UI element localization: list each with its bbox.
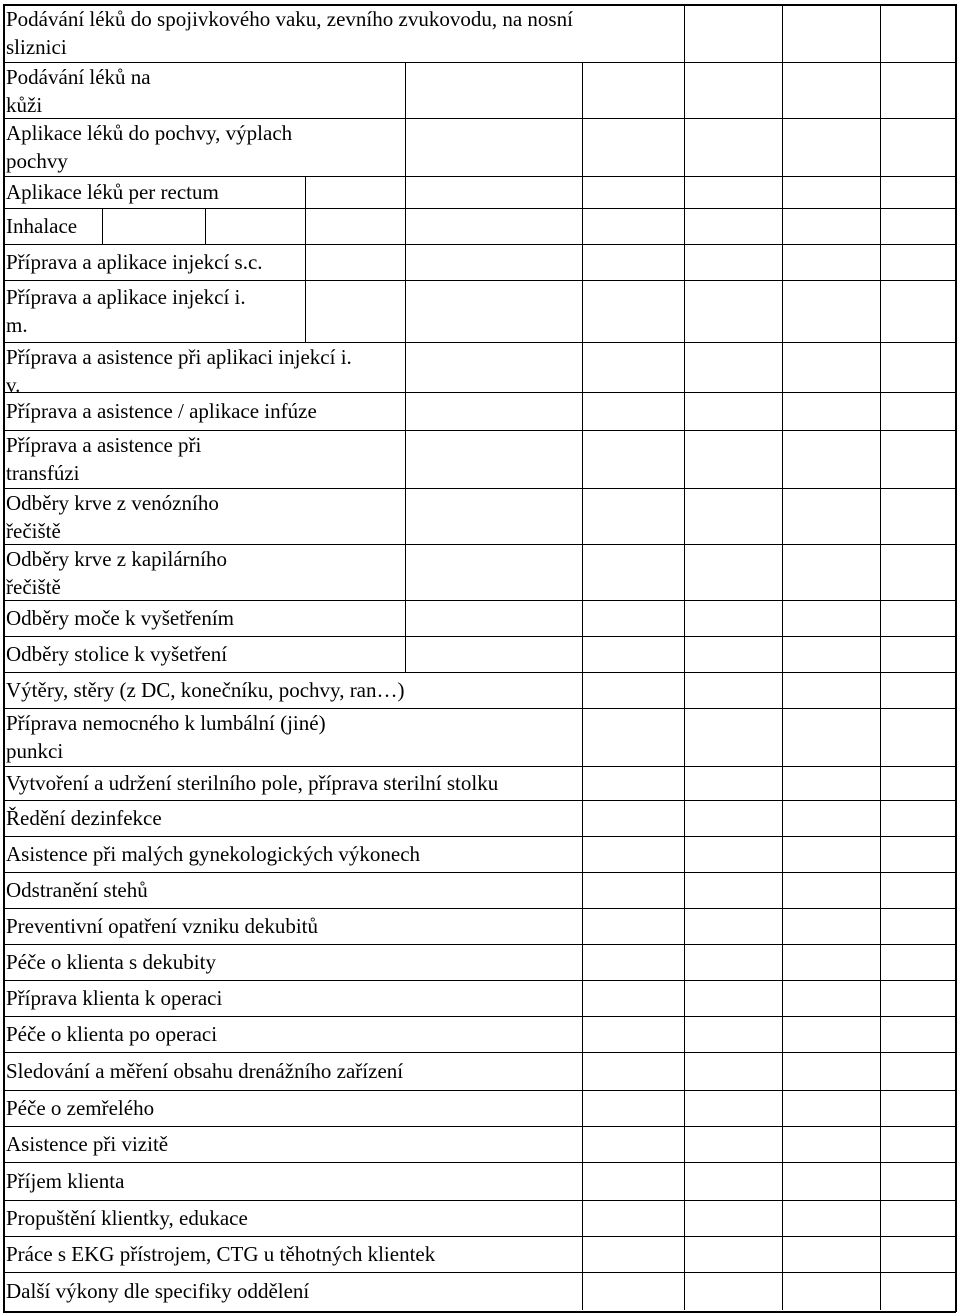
column-divider [782, 392, 783, 430]
column-divider [684, 1236, 685, 1272]
column-divider [684, 672, 685, 708]
row-separator [3, 1090, 956, 1091]
row-label: Podávání léků na kůži [6, 65, 151, 117]
row-label: Odběry krve z kapilárního řečiště [6, 547, 228, 599]
column-divider [880, 176, 881, 208]
column-divider [684, 488, 685, 544]
row-separator [3, 944, 956, 945]
column-divider [782, 672, 783, 708]
column-divider [782, 636, 783, 672]
column-divider [582, 708, 583, 766]
column-divider [880, 544, 881, 600]
column-divider [684, 800, 685, 836]
column-divider [782, 944, 783, 980]
row-label: Další výkony dle specifiky oddělení [6, 1279, 310, 1303]
column-divider [684, 836, 685, 872]
column-divider [582, 800, 583, 836]
column-divider [782, 800, 783, 836]
column-divider [880, 672, 881, 708]
column-divider [102, 208, 103, 244]
row-separator [3, 244, 956, 245]
column-divider [880, 980, 881, 1016]
column-divider [782, 4, 783, 62]
row-label: Odběry moče k vyšetřením [6, 606, 235, 630]
row-label: Asistence při vizitě [6, 1132, 169, 1156]
row-separator [3, 800, 956, 801]
row-separator [3, 1200, 956, 1201]
column-divider [582, 766, 583, 800]
column-divider [880, 118, 881, 176]
table-border-left [3, 4, 5, 1312]
row-label: Vytvoření a udržení sterilního pole, příprava sterilní stolku [6, 771, 499, 795]
column-divider [684, 1272, 685, 1310]
column-divider [582, 430, 583, 488]
column-divider [880, 488, 881, 544]
column-divider [405, 392, 406, 430]
table-border-bottom [3, 1311, 956, 1313]
row-label: Příprava a asistence / aplikace infúze [6, 399, 317, 423]
row-separator [3, 1272, 956, 1273]
column-divider [684, 280, 685, 342]
row-label: Příjem klienta [6, 1169, 125, 1193]
column-divider [684, 980, 685, 1016]
row-label: Příprava a asistence při transfúzi [6, 433, 202, 485]
column-divider [582, 1162, 583, 1200]
column-divider [684, 636, 685, 672]
column-divider [782, 118, 783, 176]
table-border-right [955, 4, 957, 1312]
column-divider [582, 1126, 583, 1162]
column-divider [880, 1090, 881, 1126]
column-divider [782, 908, 783, 944]
column-divider [582, 908, 583, 944]
column-divider [782, 766, 783, 800]
row-label: Příprava nemocného k lumbální (jiné) punkci [6, 711, 326, 763]
column-divider [305, 244, 306, 280]
column-divider [684, 342, 685, 392]
column-divider [405, 600, 406, 636]
row-label: Příprava a aplikace injekcí i. m. [6, 285, 246, 337]
column-divider [782, 1126, 783, 1162]
column-divider [880, 766, 881, 800]
column-divider [684, 1090, 685, 1126]
column-divider [684, 208, 685, 244]
column-divider [405, 488, 406, 544]
row-label: Péče o klienta s dekubity [6, 950, 216, 974]
column-divider [405, 244, 406, 280]
column-divider [405, 430, 406, 488]
column-divider [582, 600, 583, 636]
row-label: Péče o zemřelého [6, 1096, 155, 1120]
row-label: Příprava a asistence při aplikaci injekcí i. v. [6, 345, 352, 397]
column-divider [582, 636, 583, 672]
column-divider [782, 342, 783, 392]
row-separator [3, 208, 956, 209]
row-label: Příprava klienta k operaci [6, 986, 223, 1010]
column-divider [582, 118, 583, 176]
column-divider [782, 872, 783, 908]
row-label: Příprava a aplikace injekcí s.c. [6, 250, 263, 274]
column-divider [782, 208, 783, 244]
column-divider [782, 708, 783, 766]
column-divider [405, 544, 406, 600]
column-divider [582, 280, 583, 342]
column-divider [305, 208, 306, 244]
column-divider [684, 430, 685, 488]
column-divider [782, 1200, 783, 1236]
column-divider [684, 62, 685, 118]
row-separator [3, 872, 956, 873]
row-label: Péče o klienta po operaci [6, 1022, 218, 1046]
column-divider [782, 488, 783, 544]
row-label: Odběry krve z venózního řečiště [6, 491, 219, 543]
column-divider [582, 672, 583, 708]
column-divider [880, 944, 881, 980]
row-separator [3, 672, 956, 673]
row-separator [3, 1016, 956, 1017]
column-divider [880, 636, 881, 672]
row-separator [3, 908, 956, 909]
column-divider [305, 280, 306, 342]
row-label: Práce s EKG přístrojem, CTG u těhotných klientek [6, 1242, 436, 1266]
column-divider [782, 62, 783, 118]
column-divider [880, 836, 881, 872]
column-divider [582, 488, 583, 544]
column-divider [582, 944, 583, 980]
row-separator [3, 980, 956, 981]
column-divider [782, 1236, 783, 1272]
column-divider [305, 176, 306, 208]
column-divider [205, 208, 206, 244]
row-label: Podávání léků do spojivkového vaku, zevního zvukovodu, na nosní sliznici [6, 7, 573, 59]
column-divider [684, 1162, 685, 1200]
column-divider [880, 600, 881, 636]
column-divider [405, 176, 406, 208]
column-divider [782, 980, 783, 1016]
row-label: Výtěry, stěry (z DC, konečníku, pochvy, ran…) [6, 678, 405, 702]
column-divider [405, 208, 406, 244]
column-divider [880, 1052, 881, 1090]
row-separator [3, 1236, 956, 1237]
column-divider [582, 392, 583, 430]
column-divider [880, 1016, 881, 1052]
column-divider [582, 1016, 583, 1052]
column-divider [684, 118, 685, 176]
column-divider [582, 1236, 583, 1272]
column-divider [405, 636, 406, 672]
column-divider [684, 708, 685, 766]
column-divider [684, 766, 685, 800]
column-divider [782, 244, 783, 280]
column-divider [582, 836, 583, 872]
column-divider [880, 1272, 881, 1310]
row-label: Asistence při malých gynekologických výkonech [6, 842, 421, 866]
column-divider [405, 118, 406, 176]
column-divider [684, 908, 685, 944]
column-divider [684, 392, 685, 430]
column-divider [582, 872, 583, 908]
column-divider [405, 342, 406, 392]
column-divider [582, 62, 583, 118]
row-separator [3, 176, 956, 177]
column-divider [782, 430, 783, 488]
column-divider [880, 800, 881, 836]
column-divider [880, 392, 881, 430]
column-divider [782, 1052, 783, 1090]
column-divider [880, 1200, 881, 1236]
column-divider [582, 176, 583, 208]
column-divider [582, 208, 583, 244]
column-divider [582, 1200, 583, 1236]
column-divider [684, 872, 685, 908]
column-divider [684, 1016, 685, 1052]
column-divider [782, 176, 783, 208]
column-divider [880, 244, 881, 280]
row-label: Sledování a měření obsahu drenážního zařízení [6, 1059, 404, 1083]
column-divider [880, 62, 881, 118]
column-divider [880, 872, 881, 908]
column-divider [405, 62, 406, 118]
column-divider [582, 1272, 583, 1310]
column-divider [582, 1052, 583, 1090]
row-separator [3, 766, 956, 767]
row-separator [3, 1162, 956, 1163]
row-label: Odstranění stehů [6, 878, 148, 902]
column-divider [684, 1200, 685, 1236]
column-divider [684, 1052, 685, 1090]
column-divider [782, 280, 783, 342]
column-divider [782, 1162, 783, 1200]
column-divider [880, 1162, 881, 1200]
row-separator [3, 280, 956, 281]
row-label: Propuštění klientky, edukace [6, 1206, 248, 1230]
column-divider [782, 836, 783, 872]
row-label: Preventivní opatření vzniku dekubitů [6, 914, 319, 938]
row-label: Aplikace léků per rectum [6, 180, 219, 204]
row-separator [3, 1126, 956, 1127]
column-divider [582, 1090, 583, 1126]
column-divider [684, 1126, 685, 1162]
row-separator [3, 636, 956, 637]
row-label: Inhalace [6, 214, 78, 238]
column-divider [684, 544, 685, 600]
column-divider [880, 4, 881, 62]
column-divider [880, 908, 881, 944]
column-divider [880, 208, 881, 244]
row-label: Ředění dezinfekce [6, 806, 162, 830]
column-divider [782, 1272, 783, 1310]
column-divider [880, 708, 881, 766]
column-divider [684, 4, 685, 62]
column-divider [684, 600, 685, 636]
column-divider [582, 244, 583, 280]
column-divider [782, 1090, 783, 1126]
row-label: Aplikace léků do pochvy, výplach pochvy [6, 121, 293, 173]
column-divider [684, 244, 685, 280]
column-divider [782, 544, 783, 600]
column-divider [782, 1016, 783, 1052]
column-divider [582, 980, 583, 1016]
column-divider [582, 544, 583, 600]
column-divider [684, 176, 685, 208]
row-separator [3, 836, 956, 837]
column-divider [880, 1236, 881, 1272]
row-separator [3, 1052, 956, 1053]
column-divider [684, 944, 685, 980]
column-divider [782, 600, 783, 636]
row-label: Odběry stolice k vyšetření [6, 642, 228, 666]
column-divider [880, 430, 881, 488]
column-divider [405, 280, 406, 342]
column-divider [880, 342, 881, 392]
column-divider [880, 1126, 881, 1162]
column-divider [582, 342, 583, 392]
column-divider [880, 280, 881, 342]
